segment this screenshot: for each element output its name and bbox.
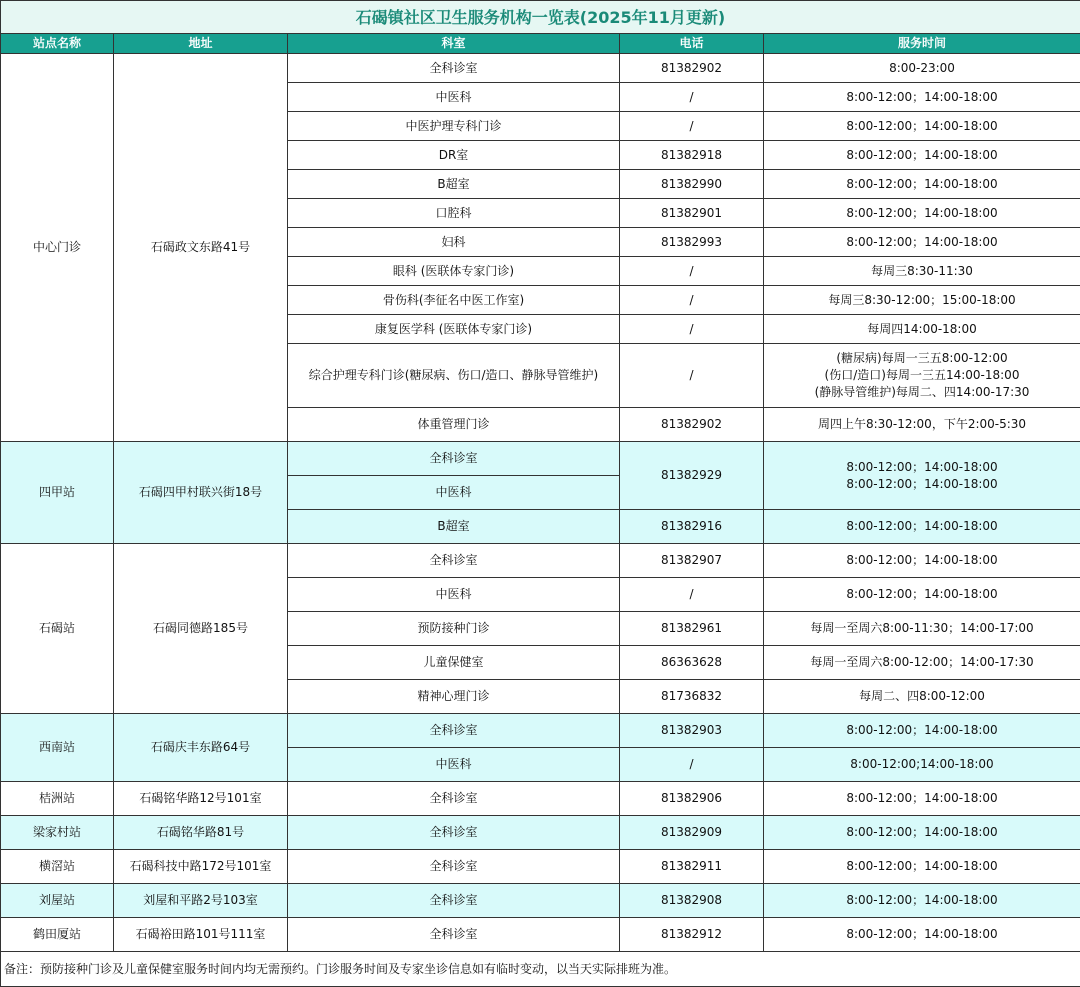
- hours-cell: 8:00-23:00: [764, 54, 1080, 83]
- station-name: 中心门诊: [1, 54, 114, 442]
- phone-cell: 81736832: [620, 680, 764, 714]
- phone-cell: 86363628: [620, 646, 764, 680]
- dept-cell: 全科诊室: [288, 918, 620, 952]
- header-dept: 科室: [288, 34, 620, 54]
- hours-line: 8:00-12:00；14:00-18:00: [846, 459, 998, 474]
- header-hours: 服务时间: [764, 34, 1080, 54]
- dept-cell: 中医护理专科门诊: [288, 112, 620, 141]
- dept-cell: 全科诊室: [288, 850, 620, 884]
- phone-cell: 81382929: [620, 442, 764, 510]
- station-name: 桔洲站: [1, 782, 114, 816]
- hours-cell: 8:00-12:00；14:00-18:00: [764, 199, 1080, 228]
- hours-cell-multiline: [764, 442, 1080, 510]
- phone-cell: /: [620, 315, 764, 344]
- dept-cell: 儿童保健室: [288, 646, 620, 680]
- station-name: 西南站: [1, 714, 114, 782]
- header-address: 地址: [114, 34, 288, 54]
- dept-cell: 精神心理门诊: [288, 680, 620, 714]
- dept-cell: 眼科 (医联体专家门诊): [288, 257, 620, 286]
- hours-cell: 8:00-12:00；14:00-18:00: [764, 83, 1080, 112]
- hours-line: 8:00-12:00；14:00-18:00: [846, 476, 998, 491]
- hours-cell: 8:00-12:00；14:00-18:00: [764, 141, 1080, 170]
- hours-line: (静脉导管维护)每周二、四14:00-17:30: [814, 385, 1030, 399]
- dept-cell: 全科诊室: [288, 884, 620, 918]
- phone-cell: 81382993: [620, 228, 764, 257]
- station-name: 鹤田厦站: [1, 918, 114, 952]
- dept-cell: 全科诊室: [288, 816, 620, 850]
- station-name: 石碣站: [1, 544, 114, 714]
- phone-cell: /: [620, 286, 764, 315]
- hours-cell: 每周三8:30-11:30: [764, 257, 1080, 286]
- dept-cell: 妇科: [288, 228, 620, 257]
- dept-cell: 全科诊室: [288, 442, 620, 476]
- hours-cell: 8:00-12:00；14:00-18:00: [764, 714, 1080, 748]
- page-title: 石碣镇社区卫生服务机构一览表(2025年11月更新): [1, 1, 1080, 34]
- dept-cell: B超室: [288, 170, 620, 199]
- station-address: 石碣同德路185号: [114, 544, 288, 714]
- hours-cell: 8:00-12:00；14:00-18:00: [764, 112, 1080, 141]
- station-address: 石碣铭华路81号: [114, 816, 288, 850]
- header-station: 站点名称: [1, 34, 114, 54]
- phone-cell: 81382912: [620, 918, 764, 952]
- station-name: 梁家村站: [1, 816, 114, 850]
- hours-cell: 每周二、四8:00-12:00: [764, 680, 1080, 714]
- hours-cell: 8:00-12:00；14:00-18:00: [764, 544, 1080, 578]
- phone-cell: 81382909: [620, 816, 764, 850]
- hours-cell: 每周三8:30-12:00；15:00-18:00: [764, 286, 1080, 315]
- station-address: 刘屋和平路2号103室: [114, 884, 288, 918]
- dept-cell: B超室: [288, 510, 620, 544]
- hours-cell: 8:00-12:00；14:00-18:00: [764, 228, 1080, 257]
- phone-cell: /: [620, 578, 764, 612]
- hours-cell: 8:00-12:00；14:00-18:00: [764, 918, 1080, 952]
- phone-cell: 81382906: [620, 782, 764, 816]
- hours-line: (糖尿病)每周一三五8:00-12:00: [836, 351, 1008, 365]
- dept-cell: 预防接种门诊: [288, 612, 620, 646]
- phone-cell: 81382961: [620, 612, 764, 646]
- hours-cell: 8:00-12:00;14:00-18:00: [764, 748, 1080, 782]
- phone-cell: 81382901: [620, 199, 764, 228]
- station-name: 四甲站: [1, 442, 114, 544]
- hours-line: (伤口/造口)每周一三五14:00-18:00: [824, 368, 1020, 382]
- dept-cell: 口腔科: [288, 199, 620, 228]
- hours-cell: 每周一至周六8:00-11:30；14:00-17:00: [764, 612, 1080, 646]
- dept-cell: 综合护理专科门诊(糖尿病、伤口/造口、静脉导管维护): [288, 344, 620, 408]
- station-address: 石碣科技中路172号101室: [114, 850, 288, 884]
- hours-cell: 周四上午8:30-12:00，下午2:00-5:30: [764, 408, 1080, 442]
- station-address: 石碣庆丰东路64号: [114, 714, 288, 782]
- dept-cell: 康复医学科 (医联体专家门诊): [288, 315, 620, 344]
- phone-cell: 81382990: [620, 170, 764, 199]
- dept-cell: DR室: [288, 141, 620, 170]
- hours-cell: 每周一至周六8:00-12:00；14:00-17:30: [764, 646, 1080, 680]
- phone-cell: 81382908: [620, 884, 764, 918]
- dept-cell: 全科诊室: [288, 782, 620, 816]
- phone-cell: /: [620, 344, 764, 408]
- hours-cell: 8:00-12:00；14:00-18:00: [764, 578, 1080, 612]
- header-phone: 电话: [620, 34, 764, 54]
- phone-cell: 81382902: [620, 54, 764, 83]
- station-address: 石碣铭华路12号101室: [114, 782, 288, 816]
- phone-cell: 81382916: [620, 510, 764, 544]
- dept-cell: 中医科: [288, 578, 620, 612]
- hours-cell: 8:00-12:00；14:00-18:00: [764, 170, 1080, 199]
- dept-cell: 体重管理门诊: [288, 408, 620, 442]
- hours-cell-multiline: [764, 344, 1080, 408]
- station-name: 刘屋站: [1, 884, 114, 918]
- phone-cell: /: [620, 748, 764, 782]
- dept-cell: 全科诊室: [288, 714, 620, 748]
- phone-cell: 81382918: [620, 141, 764, 170]
- phone-cell: /: [620, 112, 764, 141]
- station-address: 石碣裕田路101号111室: [114, 918, 288, 952]
- dept-cell: 中医科: [288, 748, 620, 782]
- hours-cell: 8:00-12:00；14:00-18:00: [764, 510, 1080, 544]
- station-address: 石碣政文东路41号: [114, 54, 288, 442]
- phone-cell: 81382902: [620, 408, 764, 442]
- hours-cell: 每周四14:00-18:00: [764, 315, 1080, 344]
- hours-cell: 8:00-12:00；14:00-18:00: [764, 782, 1080, 816]
- station-address: 石碣四甲村联兴街18号: [114, 442, 288, 544]
- dept-cell: 骨伤科(李征名中医工作室): [288, 286, 620, 315]
- dept-cell: 全科诊室: [288, 544, 620, 578]
- phone-cell: /: [620, 83, 764, 112]
- hours-cell: 8:00-12:00；14:00-18:00: [764, 816, 1080, 850]
- dept-cell: 中医科: [288, 83, 620, 112]
- station-name: 横滘站: [1, 850, 114, 884]
- phone-cell: 81382907: [620, 544, 764, 578]
- phone-cell: 81382911: [620, 850, 764, 884]
- hours-cell: 8:00-12:00；14:00-18:00: [764, 884, 1080, 918]
- footnote: 备注：预防接种门诊及儿童保健室服务时间内均无需预约。门诊服务时间及专家坐诊信息如有临时变动，以当天实际排班为准。: [1, 952, 1080, 987]
- hours-cell: 8:00-12:00；14:00-18:00: [764, 850, 1080, 884]
- phone-cell: /: [620, 257, 764, 286]
- dept-cell: 中医科: [288, 476, 620, 510]
- dept-cell: 全科诊室: [288, 54, 620, 83]
- phone-cell: 81382903: [620, 714, 764, 748]
